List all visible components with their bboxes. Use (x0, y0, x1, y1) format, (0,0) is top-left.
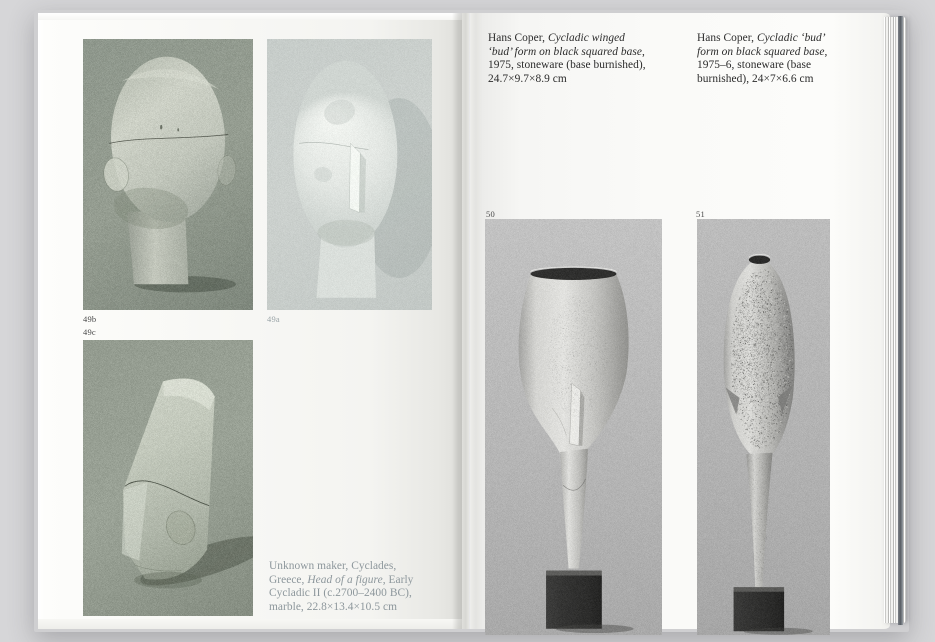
caption-figure-51 (697, 32, 862, 86)
figure-51-photo (697, 219, 830, 635)
caption51-line-4: burnished), 24×7×6.6 cm (697, 72, 814, 85)
caption50-line-1-italic: Cycladic winged (547, 32, 625, 44)
caption-line-2-italic: Head of a figure (307, 573, 383, 586)
caption51-line-1-italic: Cycladic ‘bud’ (756, 32, 826, 44)
figure-number-49c: 49c (83, 327, 96, 337)
caption50-line-3: 1975, stoneware (base burnished), (488, 59, 646, 72)
figure-number-50: 50 (486, 209, 495, 219)
figure-50-photo (485, 219, 662, 635)
caption51-line-3: 1975–6, stoneware (base (697, 59, 812, 72)
caption-line-1: Unknown maker, Cyclades, (269, 560, 397, 572)
figure-49b-photo (83, 39, 253, 310)
caption50-line-1-plain: Hans Coper, (488, 32, 548, 44)
right-page (470, 13, 890, 629)
caption50-line-2-italic: ‘bud’ form on black squared base (488, 45, 642, 58)
caption51-line-2-italic: form on black squared base (697, 45, 825, 58)
page-block-edge-shadow (898, 16, 903, 625)
figure-49c-photo (83, 340, 253, 616)
caption-line-4: marble, 22.8×13.4×10.5 cm (269, 600, 397, 613)
figure-49a-photo (267, 39, 432, 310)
caption51-line-1-plain: Hans Coper, (697, 32, 757, 44)
caption-figure-50 (488, 32, 663, 86)
caption-line-2a: Greece, (269, 573, 308, 586)
figure-number-51: 51 (696, 209, 705, 219)
figure-number-49a: 49a (267, 314, 280, 324)
caption-line-2b: , Early (382, 573, 414, 586)
figure-number-49b: 49b (83, 314, 97, 324)
left-page (38, 13, 463, 629)
caption-cycladic-head (269, 560, 451, 614)
caption50-line-4: 24.7×9.7×8.9 cm (488, 72, 567, 85)
caption51-line-2-plain: , (824, 45, 828, 58)
caption-line-3: Cycladic II (c.2700–2400 BC), (269, 587, 412, 600)
caption50-line-2-plain: , (641, 45, 645, 58)
